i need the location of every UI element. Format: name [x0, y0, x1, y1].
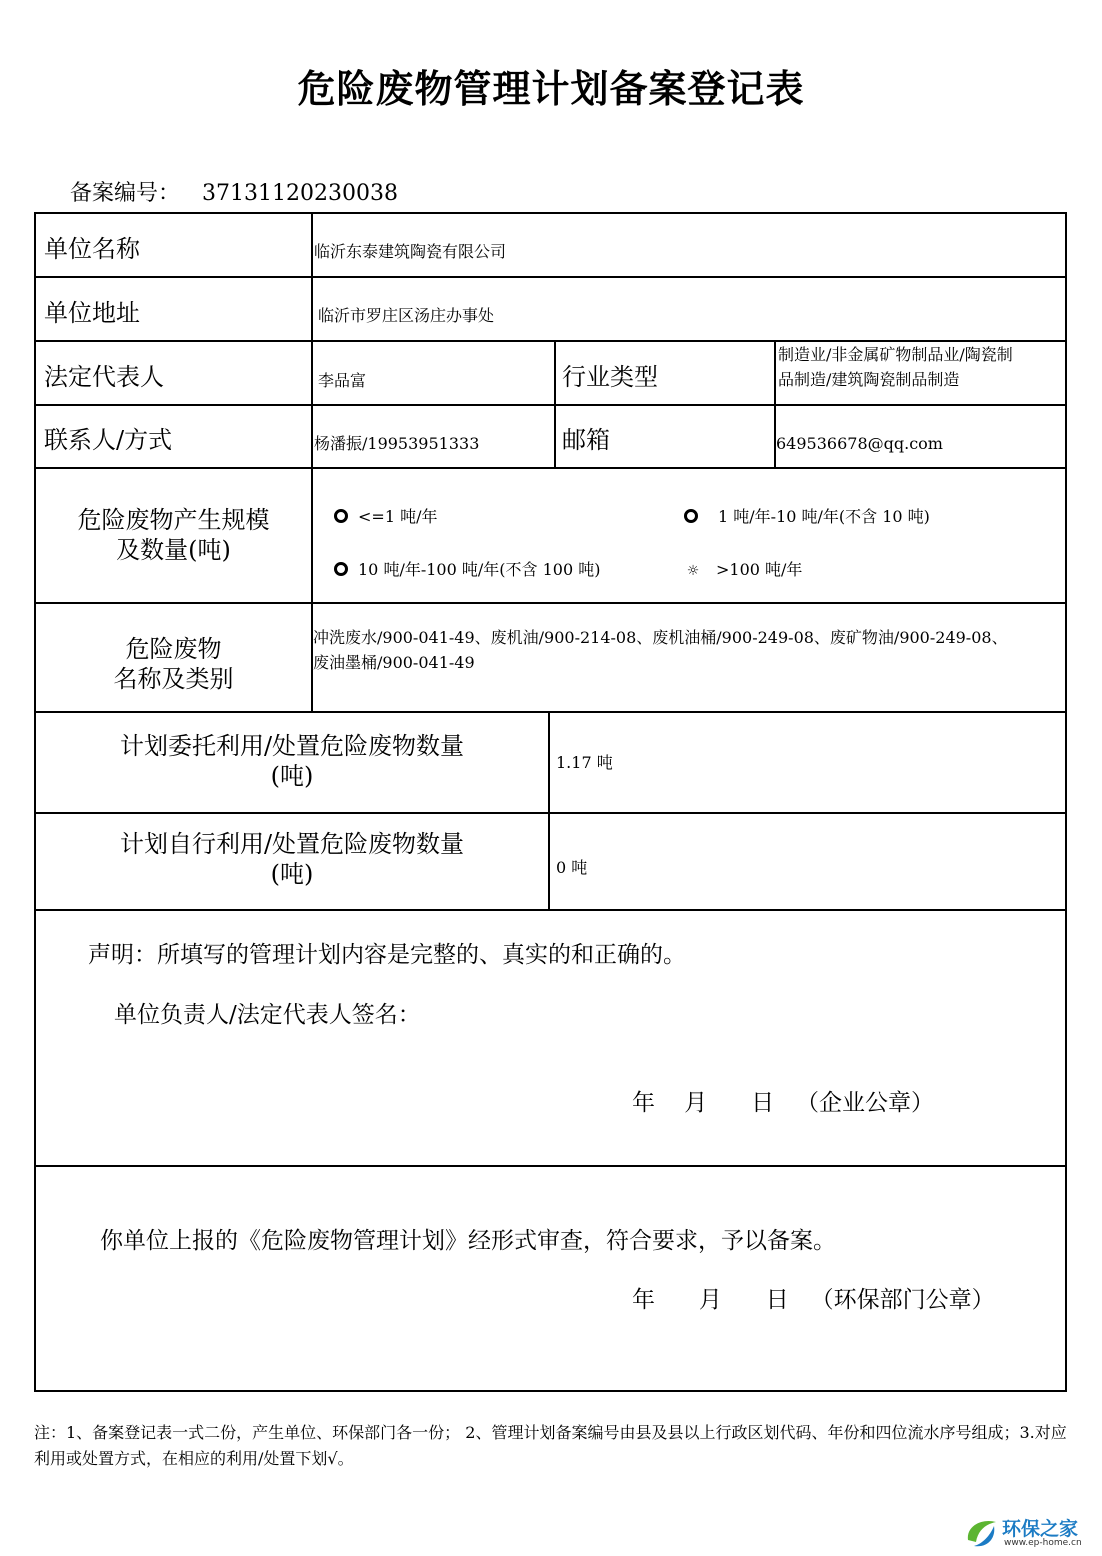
scale-option-4[interactable]: ☼ >100 吨/年: [686, 560, 803, 579]
signature-line: 单位负责人/法定代表人签名：: [114, 1002, 421, 1028]
self-label-line1: 计划自行利用/处置危险废物数量: [119, 830, 465, 858]
email-label: 邮箱: [562, 426, 610, 454]
row-divider: [34, 467, 1067, 469]
approval-text: 你单位上报的《危险废物管理计划》经形式审查，符合要求，予以备案。: [100, 1228, 836, 1254]
entrust-label-line2: (吨): [270, 762, 314, 790]
waste-types-value-line1: 冲洗废水/900-041-49、废机油/900-214-08、废机油桶/900-249-08、废矿物油/900-249-08、: [313, 628, 1008, 647]
unit-name-value: 临沂东泰建筑陶瓷有限公司: [314, 242, 507, 261]
row-divider: [34, 340, 1067, 342]
entrust-label-line1: 计划委托利用/处置危险废物数量: [119, 732, 465, 760]
column-divider: [554, 340, 556, 468]
email-value: 649536678@qq.com: [776, 434, 943, 453]
approval-date-line: 年 月 日 （环保部门公章）: [632, 1287, 995, 1313]
legal-rep-label: 法定代表人: [44, 363, 164, 391]
row-divider: [34, 711, 1067, 713]
record-number-label: 备案编号：: [70, 181, 181, 206]
contact-label: 联系人/方式: [44, 426, 173, 454]
row-divider: [34, 909, 1067, 911]
radio-selected-icon: [334, 562, 348, 576]
radio-selected-icon: [334, 509, 348, 523]
unit-address-label: 单位地址: [44, 299, 140, 327]
radio-selected-icon: [684, 509, 698, 523]
contact-value: 杨潘振/19953951333: [314, 434, 480, 453]
record-number-value: 37131120230038: [202, 181, 398, 206]
declaration-statement: 声明：所填写的管理计划内容是完整的、真实的和正确的。: [88, 942, 686, 968]
row-divider: [34, 276, 1067, 278]
logo-url: www.ep-home.cn: [1004, 1538, 1082, 1548]
legal-rep-value: 李品富: [318, 371, 367, 390]
scale-option-3[interactable]: 10 吨/年-100 吨/年(不含 100 吨): [334, 560, 600, 580]
scale-label-line1: 危险废物产生规模: [77, 506, 270, 534]
unit-name-label: 单位名称: [44, 235, 140, 263]
self-label: [36, 829, 548, 889]
page-title: 危险废物管理计划备案登记表: [297, 67, 805, 111]
sun-icon: ☼: [686, 563, 700, 579]
unit-address-value: 临沂市罗庄区汤庄办事处: [318, 306, 495, 325]
self-label-line2: (吨): [270, 860, 314, 888]
scale-label: [36, 505, 311, 565]
scale-option-2[interactable]: 1 吨/年-10 吨/年(不含 10 吨): [684, 507, 930, 527]
record-number-line: [70, 176, 398, 207]
scale-label-line2: 及数量(吨): [116, 536, 231, 564]
row-divider: [34, 602, 1067, 604]
waste-types-label: [36, 634, 311, 694]
enterprise-date-line: 年 月 日 （企业公章）: [632, 1090, 935, 1116]
industry-label: 行业类型: [562, 363, 658, 391]
entrust-value: 1.17 吨: [556, 753, 613, 772]
waste-types-label-line2: 名称及类别: [113, 665, 234, 693]
row-divider: [34, 812, 1067, 814]
scale-option-1[interactable]: <=1 吨/年: [334, 507, 437, 527]
logo-name: 环保之家: [1002, 1518, 1079, 1540]
footnotes: 注：1、备案登记表一式二份，产生单位、环保部门各一份； 2、管理计划备案编号由县及县以上行政区划代码、年份和四位流水序号组成；3.对应利用或处置方式，在相应的利用/处置下划√。: [34, 1423, 1067, 1468]
column-divider: [548, 711, 550, 910]
entrust-label: [36, 731, 548, 791]
waste-types-value-line2: 废油墨桶/900-041-49: [313, 653, 475, 672]
row-divider: [34, 1165, 1067, 1167]
row-divider: [34, 404, 1067, 406]
waste-types-label-line1: 危险废物: [125, 635, 222, 663]
industry-value-line2: 品制造/建筑陶瓷制品制造: [778, 370, 960, 389]
self-value: 0 吨: [556, 858, 588, 877]
industry-value-line1: 制造业/非金属矿物制品业/陶瓷制: [778, 345, 1013, 364]
